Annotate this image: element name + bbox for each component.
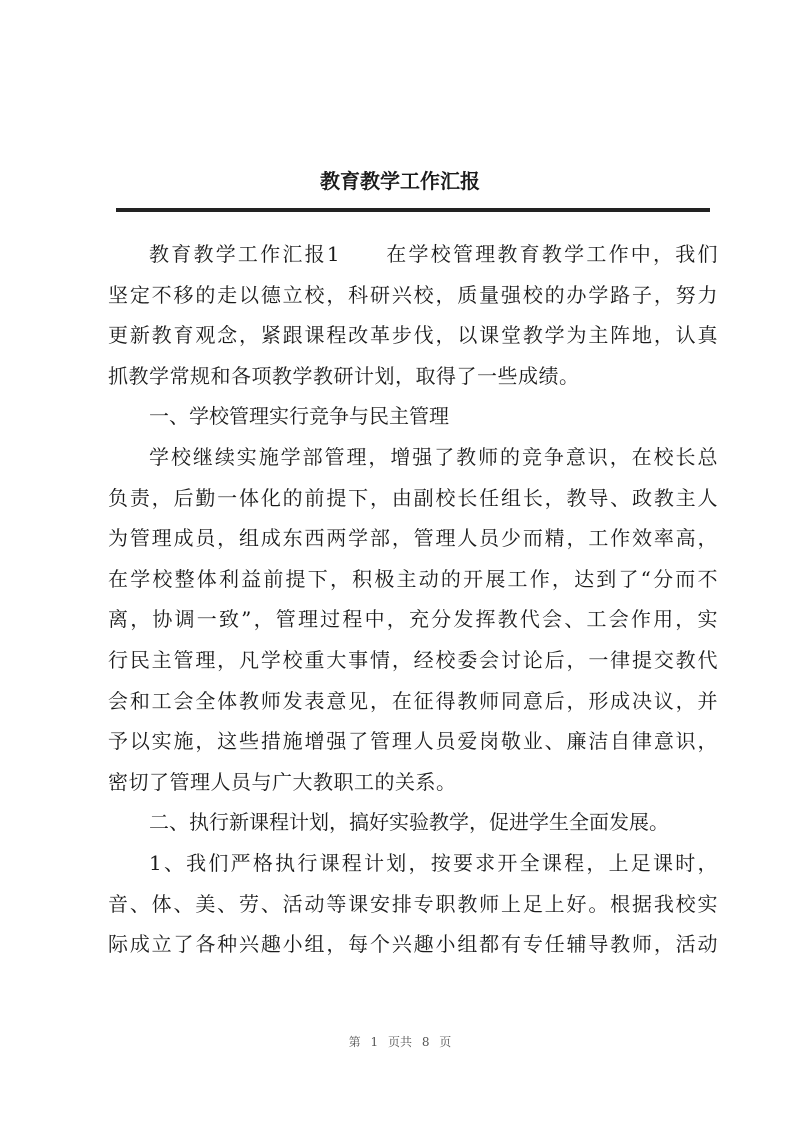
footer-suffix: 页 (439, 1035, 452, 1049)
paragraph-line: 教育教学工作汇报1 在学校管理教育教学工作中，我们 (149, 242, 718, 266)
paragraph-line: 音、体、美、劳、活动等课安排专职教师上足上好。根据我校实 (108, 891, 718, 916)
paragraph-line: 予以实施，这些措施增强了管理人员爱岗敬业、廉洁自律意识， (108, 729, 718, 754)
paragraph-line: 负责，后勤一体化的前提下，由副校长任组长，教导、政教主人 (108, 485, 718, 510)
paragraph-line: 学校继续实施学部管理，增强了教师的竞争意识，在校长总 (149, 444, 718, 469)
paragraph-line: 在学校整体利益前提下，积极主动的开展工作，达到了“分而不 (108, 566, 718, 591)
document-title: 教育教学工作汇报 (320, 169, 480, 193)
section-heading: 二、执行新课程计划，搞好实验教学，促进学生全面发展。 (149, 810, 669, 835)
document-body (108, 234, 718, 965)
footer-page-number: 1 (370, 1035, 379, 1049)
footer-mid: 页共 (387, 1035, 412, 1049)
paragraph-line: 际成立了各种兴趣小组，每个兴趣小组都有专任辅导教师，活动 (108, 932, 718, 957)
page-footer (0, 1033, 800, 1050)
paragraph-line: 更新教育观念，紧跟课程改革步伐，以课堂教学为主阵地，认真 (108, 323, 718, 348)
footer-prefix: 第 (348, 1035, 361, 1049)
paragraph-line: 密切了管理人员与广大教职工的关系。 (108, 769, 457, 794)
title-divider (116, 208, 710, 212)
paragraph-line: 会和工会全体教师发表意见，在征得教师同意后，形成决议，并 (108, 688, 718, 713)
paragraph-line: 1、我们严格执行课程计划，按要求开全课程，上足课时， (149, 850, 718, 875)
paragraph-line: 坚定不移的走以德立校，科研兴校，质量强校的办学路子，努力 (108, 282, 718, 307)
footer-page-total: 8 (421, 1035, 430, 1049)
paragraph-line: 为管理成员，组成东西两学部，管理人员少而精，工作效率高， (108, 526, 718, 551)
paragraph-line: 离，协调一致”，管理过程中，充分发挥教代会、工会作用，实 (108, 607, 718, 632)
paragraph-line: 行民主管理，凡学校重大事情，经校委会讨论后，一律提交教代 (108, 647, 718, 672)
paragraph-line: 抓教学常规和各项教学教研计划，取得了一些成绩。 (108, 363, 580, 388)
section-heading: 一、学校管理实行竞争与民主管理 (149, 404, 449, 429)
